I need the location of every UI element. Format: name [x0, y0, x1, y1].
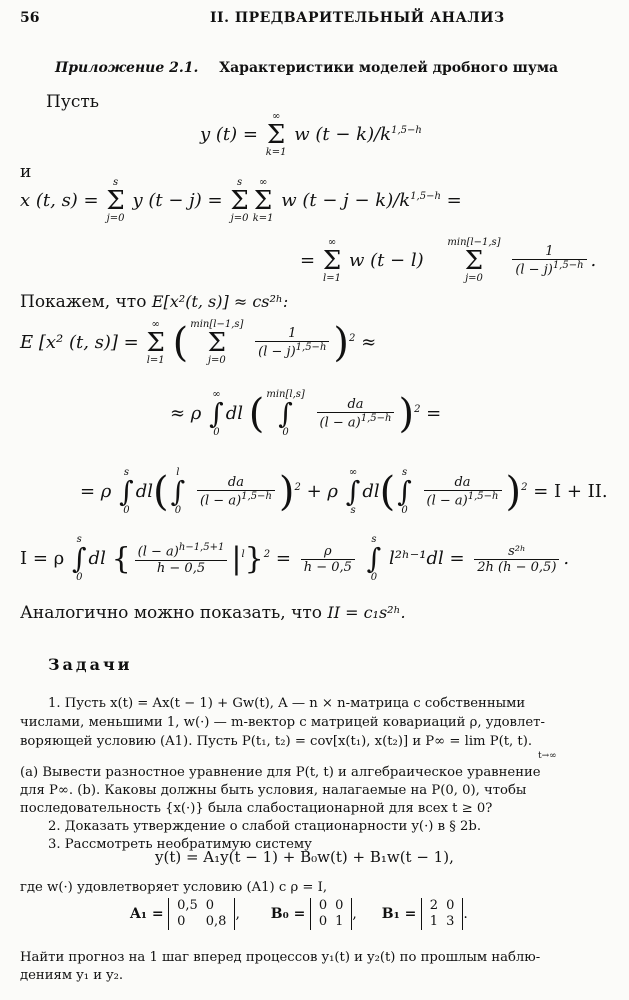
integral: ∞ ∫ 0: [209, 389, 224, 438]
final-line1: Найти прогноз на 1 шаг вперед процессов y₁(t) и y₂(t) по прошлым наблю-: [20, 950, 541, 965]
similarly-text: Аналогично можно показать, что: [20, 603, 322, 623]
y-lhs: y (t) =: [200, 124, 258, 145]
problem-1a-line3: последовательность {x(·)} была слабостационарной для всех t ≥ 0?: [20, 801, 493, 816]
sum-symbol: ∞ Σ l=1: [146, 319, 165, 366]
integral: s ∫ 0: [397, 467, 412, 516]
B0-label: B₀ =: [270, 906, 306, 922]
sum-symbol: s Σ j=0: [106, 177, 125, 224]
matrix-A1: 0,5 0 0 0,8: [168, 898, 235, 930]
fraction: $\frac{\rho}{h - 0,5}$: [301, 544, 355, 575]
dl: dl: [362, 481, 380, 502]
formula-x-line2: = ∞ Σ l=1 w (t − l) min[l−1,s] Σ j=0 $\frac{1}{(l - j)^{1,5-h}}$ .: [300, 237, 597, 284]
y-body: w (t − k)/k: [294, 124, 392, 145]
matrix-B1: 2 0 1 3: [421, 898, 464, 930]
matrix-B0: 0 0 0 1: [310, 898, 353, 930]
formula-split: = ρ s ∫ 0 dl( l ∫ 0 $\frac{da}{(l - a)^{1,5-h}}$ )$^2$ + ρ ∞ ∫ s dl( s ∫ 0 $\frac{da}{(l - a)^{1,5-h}}$ )$^2$ = I + II.: [80, 467, 608, 516]
x-exp: 1,5−h: [410, 191, 441, 202]
fraction: $\frac{(l - a)^{h-1,5+1}}{h - 0,5}$: [135, 542, 228, 575]
appendix-label: Приложение 2.1.: [55, 60, 199, 76]
text-show-that: [20, 292, 288, 312]
fraction: $\frac{da}{(l - a)^{1,5-h}}$: [317, 397, 395, 430]
E-lhs: E [x² (t, s)] =: [20, 332, 139, 353]
integral: l ∫ 0: [170, 467, 186, 516]
integral: s ∫ 0: [119, 467, 134, 516]
formula-E: E [x² (t, s)] = ∞ Σ l=1 ( min[l−1,s] Σ j=0 $\frac{1}{(l - j)^{1,5-h}}$ )$^2$ ≈: [20, 319, 377, 366]
sum-symbol: ∞ Σ l=1: [322, 237, 342, 284]
eq-sign: =: [275, 548, 291, 569]
problem-1a-line2: для P∞. (b). Каковы должны быть условия, налагаемые на P(0, 0), чтобы: [20, 783, 527, 798]
y-exp: 1,5−h: [391, 125, 422, 136]
plus-rho: + ρ: [306, 481, 338, 502]
line3-body: w (t − l): [348, 250, 424, 271]
integral: min[l,s] ∫ 0: [266, 389, 305, 438]
dl: dl: [88, 548, 106, 569]
sum-symbol: min[l−1,s] Σ j=0: [447, 237, 501, 284]
fraction: $\frac{\text{s²ʰ}}{2h (h - 0,5)}$: [474, 544, 559, 575]
appendix-title: [55, 60, 558, 76]
text-let: Пусть: [46, 92, 100, 112]
sum-symbol: ∞ Σ k=1: [265, 111, 287, 158]
page-number: 56: [20, 10, 40, 26]
x-lhs: x (t, s) =: [20, 190, 99, 211]
show-that-text: Покажем, что: [20, 292, 147, 312]
problems-heading: Задачи: [48, 655, 133, 674]
x-body2: w (t − j − k)/k: [281, 190, 411, 211]
problem-1-lim: t→∞: [538, 751, 557, 761]
sum-symbol: s Σ j=0: [230, 177, 249, 224]
integral: s ∫ 0: [71, 534, 87, 583]
approx-rho: ≈ ρ: [170, 403, 202, 424]
formula-y-def: [200, 112, 422, 158]
x-tail: =: [446, 190, 462, 211]
approx-sign: ≈: [361, 332, 377, 353]
formula-I: I = ρ s ∫ 0 dl { $\frac{(l - a)^{h-1,5+1}}{h - 0,5}$ $|^l\}^2$ = $\frac{\rho}{h - 0,5}$ s ∫ 0 l²ʰ⁻¹dl = $\frac{\text{s²ʰ}}{2h (h - 0,5)}$ .: [20, 534, 570, 583]
integral: s ∫ 0: [366, 534, 382, 583]
fraction: $\frac{da}{(l - a)^{1,5-h}}$: [197, 475, 275, 508]
problem-3-where: где w(·) удовлетворяет условию (A1) с ρ = I,: [20, 880, 328, 895]
problem-2: 2. Доказать утверждение о слабой стационарности y(·) в § 2b.: [48, 819, 482, 834]
problem-3-equation: y(t) = A₁y(t − 1) + B₀w(t) + B₁w(t − 1),: [155, 848, 454, 866]
problem-1-line3: воряющей условию (A1). Пусть P(t₁, t₂) = cov[x(t₁), x(t₂)] и P∞ = lim P(t, t).: [20, 734, 533, 749]
problem-3: 3. Рассмотреть необратимую систему: [48, 837, 312, 852]
eq-sign: =: [300, 250, 316, 271]
formula-integral1: ≈ ρ ∞ ∫ 0 dl ( min[l,s] ∫ 0 $\frac{da}{(l - a)^{1,5-h}}$ )$^2$ =: [170, 389, 442, 438]
x-body1: y (t − j) =: [132, 190, 223, 211]
final-line2: дениям y₁ и y₂.: [20, 968, 124, 983]
formula-x-def: [20, 178, 462, 224]
dl: dl: [135, 481, 153, 502]
II-claim: II = c₁s²ʰ.: [327, 603, 406, 622]
matrices-row: A₁ = 0,5 0 0 0,8 , B₀ = 0 0 0 1 , B₁ = 2 0 1 3 .: [130, 898, 468, 929]
running-title: II. ПРЕДВАРИТЕЛЬНЫЙ АНАЛИЗ: [210, 10, 505, 26]
fraction: $\frac{1}{(l - j)^{1,5-h}}$: [512, 244, 586, 277]
result: = I + II.: [533, 481, 608, 502]
B1-label: B₁ =: [381, 906, 417, 922]
dl: dl: [225, 403, 243, 424]
I-integrand: l²ʰ⁻¹dl =: [388, 548, 465, 569]
problem-1-line2: числами, меньшими 1, w(·) — m-вектор с матрицей ковариаций ρ, удовлет-: [20, 715, 545, 730]
eq-rho: = ρ: [80, 481, 112, 502]
sum-symbol: ∞ Σ k=1: [252, 177, 274, 224]
text-similarly: [20, 603, 406, 623]
I-lhs: I = ρ: [20, 548, 65, 569]
fraction: $\frac{da}{(l - a)^{1,5-h}}$: [424, 475, 502, 508]
text-and: и: [20, 162, 32, 182]
integral: ∞ ∫ s: [345, 467, 361, 516]
sum-symbol: min[l−1,s] Σ j=0: [190, 319, 244, 366]
appendix-heading: Характеристики моделей дробного шума: [219, 60, 559, 76]
claim-formula: E[x²(t, s)] ≈ cs²ʰ:: [151, 292, 289, 311]
problem-1a-line1: (a) Вывести разностное уравнение для P(t, t) и алгебраическое уравнение: [20, 765, 541, 780]
A1-label: A₁ =: [130, 906, 164, 922]
problem-1-line1: 1. Пусть x(t) = Ax(t − 1) + Gw(t), A — n × n-матрица с собственными: [48, 696, 526, 711]
fraction: $\frac{1}{(l - j)^{1,5-h}}$: [255, 326, 329, 359]
